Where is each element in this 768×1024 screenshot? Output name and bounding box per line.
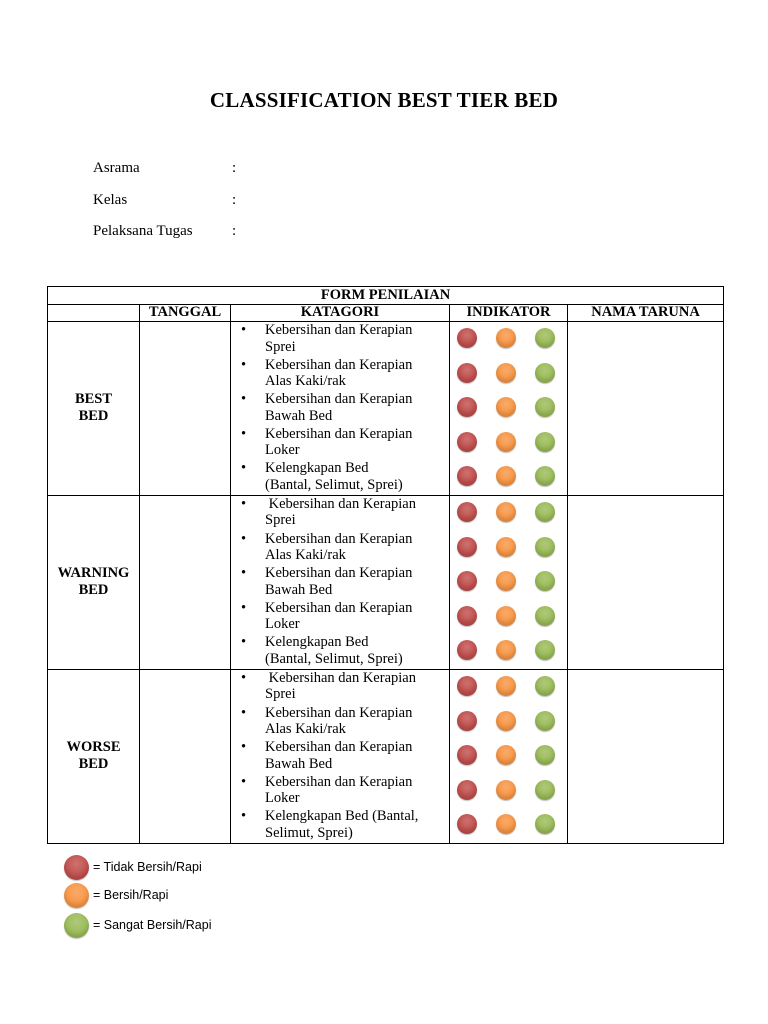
field-label: Pelaksana Tugas [93, 223, 193, 239]
item-text-line1: Kebersihan dan Kerapian [265, 425, 413, 442]
section-label-line2: BED [78, 756, 109, 773]
item-text-line1: Kebersihan dan Kerapian [265, 773, 413, 790]
assessment-form-table [47, 286, 724, 844]
form-sections [48, 322, 724, 844]
form-title: FORM PENILAIAN [48, 287, 724, 305]
indicator-green-circle-icon[interactable] [535, 397, 555, 417]
nama-taruna-cell[interactable] [568, 322, 724, 496]
indicator-red-circle-icon[interactable] [457, 814, 477, 834]
item-text-line1: Kebersihan dan Kerapian [265, 599, 413, 616]
indicator-row [450, 705, 567, 740]
indicator-red-circle-icon[interactable] [457, 745, 477, 765]
indicator-green-circle-icon[interactable] [535, 466, 555, 486]
katagori-item [231, 357, 449, 392]
bullet-icon: • [241, 704, 247, 721]
item-text-line1: Kebersihan dan Kerapian [265, 739, 413, 756]
indicator-red-circle-icon[interactable] [457, 606, 477, 626]
indicator-orange-circle-icon[interactable] [496, 466, 516, 486]
indicator-green-circle-icon[interactable] [535, 640, 555, 660]
bullet-icon: • [241, 739, 247, 756]
item-text-line2: Sprei [265, 338, 296, 355]
section-label-line1: BEST [74, 391, 113, 408]
item-text-line1: Kebersihan dan Kerapian [265, 530, 413, 547]
indicator-green-circle-icon[interactable] [535, 711, 555, 731]
katagori-item [231, 391, 449, 426]
indicator-orange-circle-icon[interactable] [496, 606, 516, 626]
nama-taruna-cell[interactable] [568, 669, 724, 843]
item-text-line2: Bawah Bed [265, 581, 333, 598]
indicator-orange-circle-icon[interactable] [496, 328, 516, 348]
item-text-line2: Loker [265, 616, 300, 633]
bullet-icon: • [241, 495, 247, 512]
field-label: Kelas [93, 192, 128, 208]
item-text-line2: Bawah Bed [265, 755, 333, 772]
katagori-item [231, 426, 449, 461]
indicator-green-circle-icon[interactable] [535, 328, 555, 348]
indicator-red-circle-icon[interactable] [457, 711, 477, 731]
indicator-green-circle-icon[interactable] [535, 606, 555, 626]
indicator-row [450, 357, 567, 392]
header-empty [48, 305, 140, 322]
indicator-row [450, 391, 567, 426]
document-title: CLASSIFICATION BEST TIER BED [209, 88, 559, 112]
bullet-icon: • [241, 391, 247, 408]
indikator-cell [450, 495, 568, 669]
bullet-icon: • [241, 669, 247, 686]
bullet-icon: • [241, 808, 247, 825]
item-text-line1: Kebersihan dan Kerapian [265, 704, 413, 721]
legend-green-circle-icon [64, 913, 89, 938]
section-label [48, 495, 140, 669]
indicator-red-circle-icon[interactable] [457, 571, 477, 591]
indicator-row [450, 808, 567, 843]
bullet-icon: • [241, 425, 247, 442]
item-text-line2: (Bantal, Selimut, Sprei) [265, 476, 403, 493]
item-text-line2: Loker [265, 790, 300, 807]
bullet-icon: • [241, 634, 247, 651]
indicator-orange-circle-icon[interactable] [496, 537, 516, 557]
item-text-line2: Sprei [265, 686, 296, 703]
tanggal-cell[interactable] [140, 669, 231, 843]
header-indikator: INDIKATOR [450, 305, 568, 322]
section-label-line1: WORSE [66, 739, 121, 756]
indicator-green-circle-icon[interactable] [535, 571, 555, 591]
section-label-line2: BED [78, 582, 109, 599]
indicator-row [450, 531, 567, 566]
indicator-row [450, 634, 567, 669]
indicator-green-circle-icon[interactable] [535, 537, 555, 557]
nama-taruna-cell[interactable] [568, 495, 724, 669]
indicator-orange-circle-icon[interactable] [496, 676, 516, 696]
katagori-item [231, 531, 449, 566]
katagori-item [231, 600, 449, 635]
katagori-list [231, 670, 449, 843]
legend-text: = Sangat Bersih/Rapi [93, 918, 212, 932]
indicator-row [450, 670, 567, 705]
tanggal-cell[interactable] [140, 495, 231, 669]
section-row [48, 669, 724, 843]
section-label [48, 669, 140, 843]
indicator-orange-circle-icon[interactable] [496, 640, 516, 660]
legend-orange-circle-icon [64, 883, 89, 908]
indicator-green-circle-icon[interactable] [535, 502, 555, 522]
item-text-line2: Loker [265, 442, 300, 459]
bullet-icon: • [241, 599, 247, 616]
indikator-cell [450, 322, 568, 496]
indicator-green-circle-icon[interactable] [535, 780, 555, 800]
field-asrama [93, 160, 237, 177]
indicator-red-circle-icon[interactable] [457, 432, 477, 452]
katagori-list [231, 496, 449, 669]
bullet-icon: • [241, 460, 247, 477]
field-pelaksana-tugas [93, 223, 237, 240]
field-label: Asrama [93, 160, 140, 176]
indicator-orange-circle-icon[interactable] [496, 814, 516, 834]
item-text-line1: Kebersihan dan Kerapian [265, 669, 416, 686]
katagori-item [231, 808, 449, 843]
item-text-line1: Kebersihan dan Kerapian [265, 356, 413, 373]
indicator-green-circle-icon[interactable] [535, 363, 555, 383]
section-label [48, 322, 140, 496]
bullet-icon: • [241, 773, 247, 790]
field-colon: : [232, 223, 237, 239]
section-label-line1: WARNING [57, 565, 130, 582]
item-text-line1: Kebersihan dan Kerapian [265, 391, 413, 408]
katagori-item [231, 670, 449, 705]
katagori-item [231, 739, 449, 774]
item-text-line2: Selimut, Sprei) [265, 824, 353, 841]
katagori-item [231, 460, 449, 495]
legend-text: = Tidak Bersih/Rapi [93, 860, 202, 874]
bullet-icon: • [241, 356, 247, 373]
item-text-line2: Alas Kaki/rak [265, 373, 346, 390]
legend-text: = Bersih/Rapi [93, 888, 169, 902]
indicator-red-circle-icon[interactable] [457, 466, 477, 486]
section-row [48, 322, 724, 496]
field-kelas [93, 192, 237, 209]
indicator-orange-circle-icon[interactable] [496, 711, 516, 731]
indicator-row [450, 600, 567, 635]
indikator-cell [450, 669, 568, 843]
katagori-item [231, 322, 449, 357]
katagori-cell [231, 669, 450, 843]
item-text-line1: Kelengkapan Bed (Bantal, [265, 808, 419, 825]
indicator-orange-circle-icon[interactable] [496, 502, 516, 522]
katagori-cell [231, 322, 450, 496]
item-text-line2: Alas Kaki/rak [265, 547, 346, 564]
indicator-orange-circle-icon[interactable] [496, 432, 516, 452]
indicator-red-circle-icon[interactable] [457, 537, 477, 557]
item-text-line2: (Bantal, Selimut, Sprei) [265, 650, 403, 667]
field-colon: : [232, 160, 237, 176]
indicator-orange-circle-icon[interactable] [496, 571, 516, 591]
indicator-orange-circle-icon[interactable] [496, 363, 516, 383]
item-text-line1: Kebersihan dan Kerapian [265, 565, 413, 582]
header-nama-taruna: NAMA TARUNA [568, 305, 724, 322]
indicator-red-circle-icon[interactable] [457, 363, 477, 383]
indicator-red-circle-icon[interactable] [457, 676, 477, 696]
section-label-line2: BED [78, 408, 109, 425]
indicator-red-circle-icon[interactable] [457, 397, 477, 417]
indicator-green-circle-icon[interactable] [535, 745, 555, 765]
tanggal-cell[interactable] [140, 322, 231, 496]
item-text-line1: Kelengkapan Bed [265, 460, 369, 477]
indicator-red-circle-icon[interactable] [457, 502, 477, 522]
katagori-item [231, 705, 449, 740]
indicator-orange-circle-icon[interactable] [496, 745, 516, 765]
field-colon: : [232, 192, 237, 208]
indicator-row [450, 322, 567, 357]
indicator-row [450, 496, 567, 531]
indicator-green-circle-icon[interactable] [535, 432, 555, 452]
indicator-red-circle-icon[interactable] [457, 780, 477, 800]
item-text-line1: Kebersihan dan Kerapian [265, 495, 416, 512]
item-text-line1: Kebersihan dan Kerapian [265, 322, 413, 338]
header-katagori: KATAGORI [231, 305, 450, 322]
section-row [48, 495, 724, 669]
header-tanggal: TANGGAL [140, 305, 231, 322]
indicator-red-circle-icon[interactable] [457, 328, 477, 348]
indicator-green-circle-icon[interactable] [535, 814, 555, 834]
indicator-row [450, 739, 567, 774]
item-text-line1: Kelengkapan Bed [265, 634, 369, 651]
indicator-red-circle-icon[interactable] [457, 640, 477, 660]
bullet-icon: • [241, 565, 247, 582]
indicator-row [450, 565, 567, 600]
item-text-line2: Alas Kaki/rak [265, 721, 346, 738]
indicator-green-circle-icon[interactable] [535, 676, 555, 696]
indicator-row [450, 774, 567, 809]
indicator-orange-circle-icon[interactable] [496, 397, 516, 417]
katagori-list [231, 322, 449, 495]
indicator-row [450, 426, 567, 461]
katagori-item [231, 496, 449, 531]
katagori-item [231, 774, 449, 809]
katagori-item [231, 634, 449, 669]
katagori-item [231, 565, 449, 600]
item-text-line2: Bawah Bed [265, 407, 333, 424]
indicator-orange-circle-icon[interactable] [496, 780, 516, 800]
indicator-row [450, 460, 567, 495]
bullet-icon: • [241, 322, 247, 338]
legend-red-circle-icon [64, 855, 89, 880]
katagori-cell [231, 495, 450, 669]
item-text-line2: Sprei [265, 512, 296, 529]
bullet-icon: • [241, 530, 247, 547]
